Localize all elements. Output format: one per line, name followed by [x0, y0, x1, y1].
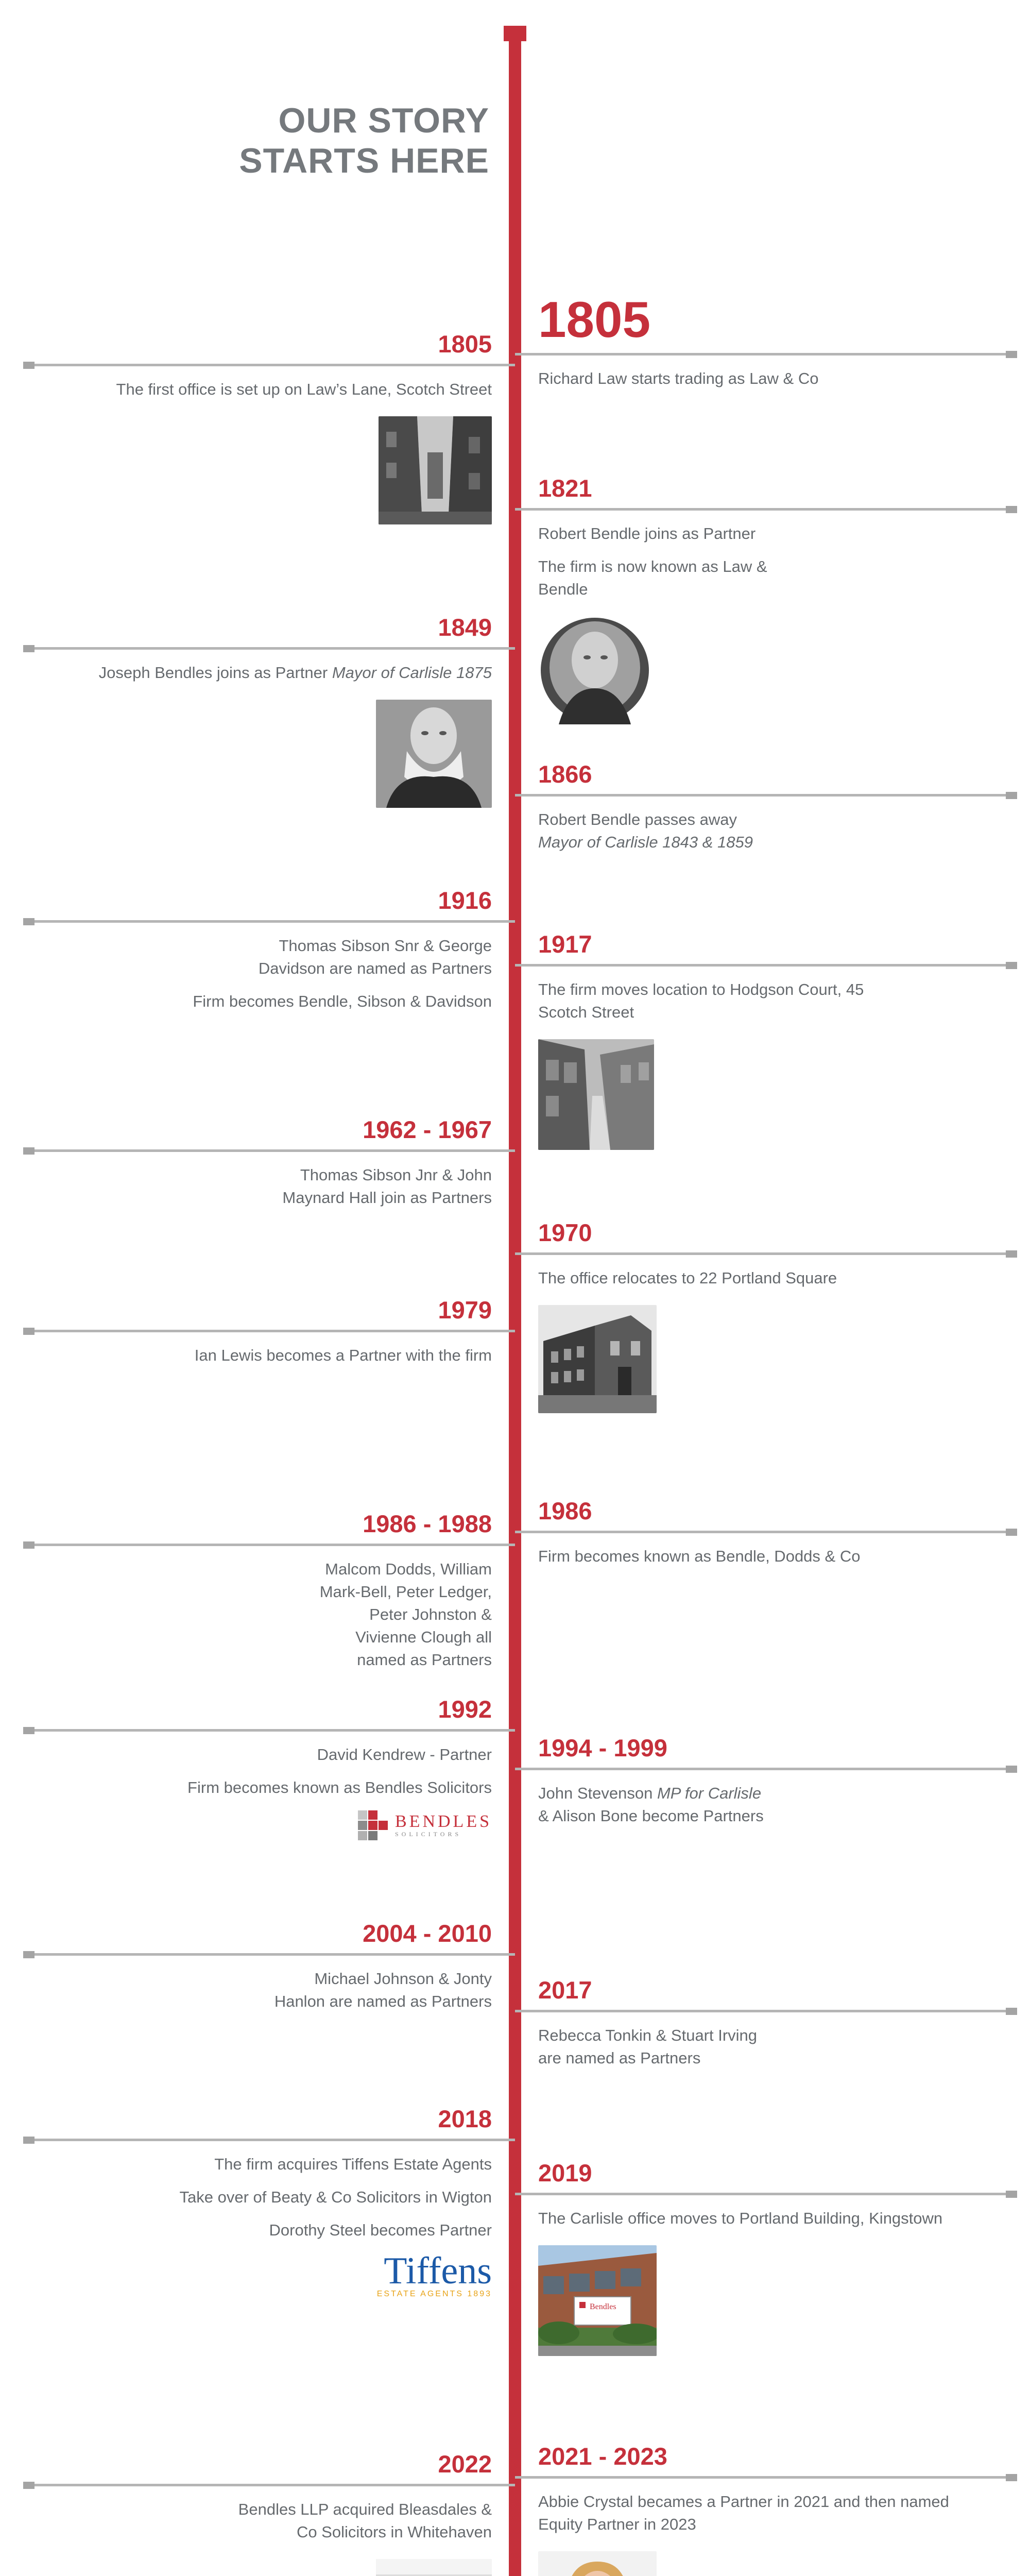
entry-rule — [538, 792, 1017, 798]
entry-rule — [23, 362, 492, 368]
entry-rule — [538, 506, 1017, 512]
timeline-entry-right-2021-2023 — [538, 2442, 1017, 2576]
page-title — [239, 100, 489, 181]
entry-rule — [538, 351, 1017, 357]
entry-rule — [23, 645, 492, 651]
entry-year: 1979 — [438, 1296, 492, 1324]
entry-rule — [23, 1951, 492, 1957]
entry-text: Rebecca Tonkin & Stuart Irving are named as Partners — [538, 2026, 758, 2067]
entry-italic-note: Mayor of Carlisle 1843 & 1859 — [538, 833, 753, 851]
entry-text: Robert Bendle passes away — [538, 810, 737, 828]
entry-year: 1917 — [538, 930, 592, 958]
photo-portland-building — [538, 2245, 657, 2356]
timeline-entry-right-1866 — [538, 760, 1017, 854]
entry-year: 2017 — [538, 1976, 592, 2004]
timeline-entry-left-1962-1967 — [23, 1115, 492, 1209]
photo-robert-bendle — [538, 616, 651, 724]
office-sign-text: Bendles — [590, 2302, 616, 2311]
timeline-entry-right-1994-1999 — [538, 1734, 1017, 1827]
entry-text: Thomas Sibson Snr & George Davidson are named as Partners — [258, 937, 492, 977]
entry-rule — [23, 1727, 492, 1733]
timeline-entry-right-1917 — [538, 930, 1017, 1153]
timeline-entry-right-1970 — [538, 1218, 1017, 1416]
entry-year: 1916 — [438, 887, 492, 914]
entry-text: Abbie Crystal becames a Partner in 2021 and then named Equity Partner in 2023 — [538, 2493, 949, 2533]
entry-year: 1970 — [538, 1219, 592, 1246]
entry-rule — [538, 2474, 1017, 2480]
photo-whitehaven-office — [376, 2559, 492, 2576]
page-title-line-2: STARTS HERE — [239, 141, 489, 180]
entry-text: The first office is set up on Law’s Lane, Scotch Street — [116, 380, 492, 398]
entry-year: 1994 - 1999 — [538, 1734, 667, 1761]
photo-portland-square — [538, 1305, 657, 1413]
entry-text: Ian Lewis becomes a Partner with the firm — [194, 1346, 492, 1364]
entry-rule — [538, 2008, 1017, 2014]
entry-text: Firm becomes known as Bendle, Dodds & Co — [538, 1547, 861, 1565]
timeline-entry-left-1986-1988 — [23, 1510, 492, 1671]
tiffens-logo-icon — [23, 2250, 492, 2299]
bendles-squares-logo-icon — [358, 1810, 388, 1840]
entry-text: Thomas Sibson Jnr & John Maynard Hall join as Partners — [282, 1166, 492, 1207]
entry-year: 1986 — [538, 1497, 592, 1524]
entry-text: Joseph Bendles joins as Partner Mayor of Carlisle 1875 — [98, 664, 492, 682]
entry-text: Richard Law starts trading as Law & Co — [538, 369, 819, 387]
entry-text: David Kendrew - Partner — [317, 1745, 492, 1764]
entry-text: Robert Bendle joins as Partner — [538, 524, 756, 543]
entry-year: 1849 — [438, 614, 492, 641]
entry-italic-note: Mayor of Carlisle 1875 — [332, 664, 492, 682]
entry-year: 1805 — [438, 330, 492, 358]
entry-year: 1821 — [538, 474, 592, 502]
entry-year: 1866 — [538, 760, 592, 788]
entry-text: The Carlisle office moves to Portland Building, Kingstown — [538, 2209, 943, 2227]
tiffens-logo-sub: ESTATE AGENTS — [376, 2290, 464, 2298]
entry-text: & Alison Bone become Partners — [538, 1807, 764, 1825]
entry-year: 2019 — [538, 2159, 592, 2187]
timeline-entry-left-1805 — [23, 330, 492, 524]
timeline-top-cap — [504, 26, 526, 41]
timeline-entry-left-2018 — [23, 2105, 492, 2299]
tiffens-logo-word: Tiffens — [384, 2250, 492, 2292]
timeline-entry-left-2004-2010 — [23, 1919, 492, 2013]
entry-rule — [23, 918, 492, 924]
entry-text: The firm is now known as Law & Bendle — [538, 557, 767, 598]
entry-year: 1992 — [438, 1696, 492, 1723]
entry-text: Firm becomes Bendle, Sibson & Davidson — [193, 992, 492, 1010]
entry-rule — [538, 1250, 1017, 1257]
entry-rule — [538, 962, 1017, 968]
timeline-entry-left-1992 — [23, 1695, 492, 1840]
timeline-entry-left-2022 — [23, 2450, 492, 2576]
entry-rule — [23, 1541, 492, 1548]
page-title-line-1: OUR STORY — [278, 101, 489, 140]
entry-year: 2004 - 2010 — [363, 1920, 492, 1947]
timeline-entry-left-1849 — [23, 613, 492, 808]
entry-text: The firm acquires Tiffens Estate Agents — [214, 2155, 492, 2173]
entry-year-large: 1805 — [538, 291, 651, 348]
entry-rule — [23, 1328, 492, 1334]
entry-rule — [538, 2191, 1017, 2197]
tiffens-logo-year: 1893 — [467, 2290, 492, 2298]
photo-abbie-crystal — [538, 2551, 657, 2576]
photo-laws-lane — [379, 416, 492, 524]
entry-year: 2021 - 2023 — [538, 2443, 667, 2470]
entry-text: The office relocates to 22 Portland Square — [538, 1269, 837, 1287]
entry-text: The firm moves location to Hodgson Court, 45 Scotch Street — [538, 980, 864, 1021]
entry-rule — [538, 1529, 1017, 1535]
entry-text: John Stevenson MP for Carlisle — [538, 1784, 762, 1802]
timeline-entry-right-2017 — [538, 1976, 1017, 2070]
entry-text: Dorothy Steel becomes Partner — [269, 2221, 492, 2239]
entry-year: 1986 - 1988 — [363, 1510, 492, 1537]
entry-rule — [23, 2482, 492, 2488]
entry-rule — [23, 1147, 492, 1154]
entry-rule — [538, 1766, 1017, 1772]
entry-year: 2018 — [438, 2105, 492, 2132]
timeline-entry-left-1979 — [23, 1296, 492, 1367]
entry-italic-note: MP for Carlisle — [657, 1784, 762, 1802]
photo-hodgson-court — [538, 1039, 654, 1150]
timeline-entry-right-1805 — [538, 291, 1017, 390]
bendles-logo-sub: SOLICITORS — [395, 1831, 462, 1838]
entry-text: Firm becomes known as Bendles Solicitors — [187, 1778, 492, 1797]
bendles-logo-word: BENDLES — [395, 1812, 492, 1831]
entry-text: Take over of Beaty & Co Solicitors in Wigton — [179, 2188, 492, 2206]
bendles-logo — [23, 1810, 492, 1840]
timeline-entry-right-1821 — [538, 474, 1017, 727]
entry-rule — [23, 2137, 492, 2143]
entry-year: 2022 — [438, 2450, 492, 2478]
timeline-entry-right-1986 — [538, 1497, 1017, 1568]
timeline-entry-right-2019 — [538, 2159, 1017, 2359]
timeline-entry-left-1916 — [23, 886, 492, 1013]
entry-year: 1962 - 1967 — [363, 1116, 492, 1143]
entry-text: Bendles LLP acquired Bleasdales & Co Solicitors in Whitehaven — [238, 2500, 492, 2541]
entry-text: Michael Johnson & Jonty Hanlon are named as Partners — [274, 1970, 492, 2010]
photo-joseph-bendles — [376, 700, 492, 808]
entry-text: Malcom Dodds, William Mark-Bell, Peter Ledger, Peter Johnston & Vivienne Clough all named as Partners — [319, 1560, 492, 1669]
